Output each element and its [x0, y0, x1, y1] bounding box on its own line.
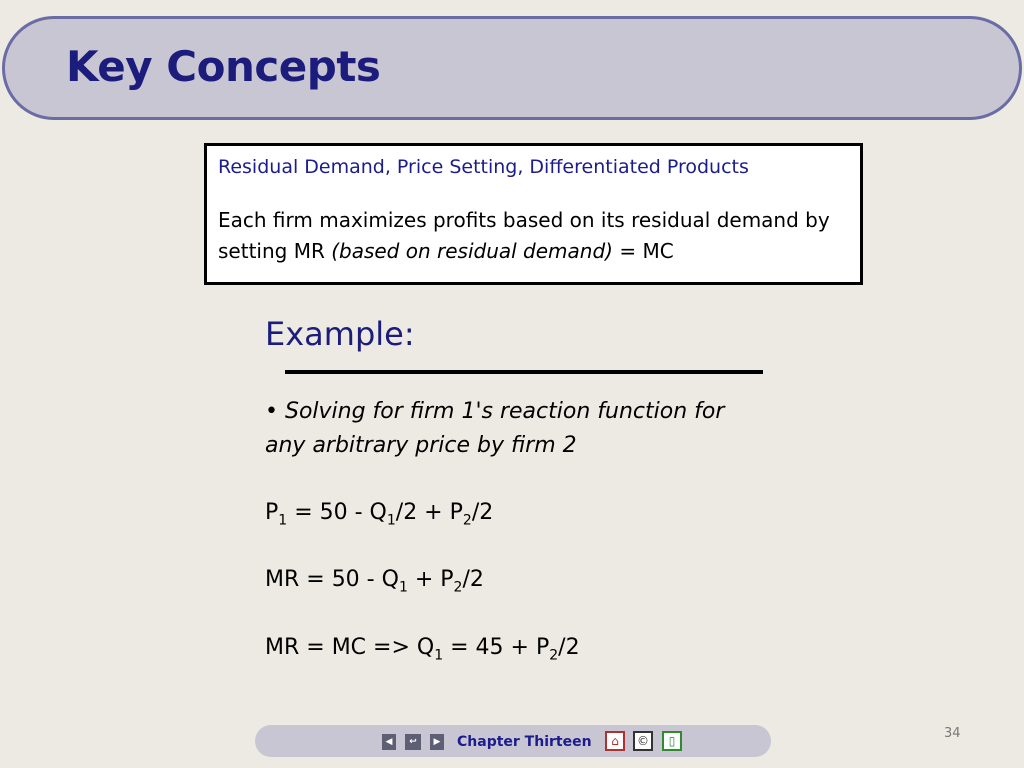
- bullet-mark: •: [265, 399, 278, 424]
- exit-door-icon[interactable]: ▯: [662, 731, 682, 751]
- example-title: Example:: [265, 315, 415, 353]
- eq1-part: /2: [471, 500, 494, 525]
- equation-2: [265, 567, 484, 595]
- eq2-part: /2: [462, 567, 484, 592]
- eq1-part: P: [265, 500, 279, 525]
- eq3-sub: 2: [549, 647, 559, 664]
- example-divider: [285, 370, 763, 374]
- concept-body-start: Each firm maximizes profits based on its residual demand by setting MR: [218, 208, 830, 263]
- equation-3: [265, 635, 580, 663]
- eq3-part: /2: [558, 635, 580, 660]
- eq2-sub: 2: [453, 579, 463, 596]
- concept-body-end: = MC: [612, 239, 674, 263]
- eq3-sub: 1: [434, 647, 444, 664]
- concept-body-italic: (based on residual demand): [331, 239, 613, 263]
- forward-arrow-icon[interactable]: ▶: [430, 734, 444, 750]
- eq1-part: = 50 - Q: [287, 500, 387, 525]
- eq3-part: = 45 + P: [443, 635, 550, 660]
- home-icon[interactable]: ⌂: [605, 731, 625, 751]
- eq1-part: /2 + P: [395, 500, 463, 525]
- eq2-part: MR = 50 - Q: [265, 567, 399, 592]
- eq2-part: + P: [407, 567, 454, 592]
- chapter-label: Chapter Thirteen: [457, 734, 592, 750]
- equation-1: [265, 500, 493, 528]
- copyright-icon[interactable]: ©: [633, 731, 653, 751]
- page-number: 34: [944, 726, 961, 741]
- eq1-sub: 2: [462, 512, 472, 529]
- eq1-sub: 1: [278, 512, 288, 529]
- eq2-sub: 1: [398, 579, 408, 596]
- eq1-sub: 1: [386, 512, 396, 529]
- example-bullet: [265, 395, 760, 463]
- return-icon[interactable]: ↩: [405, 734, 421, 750]
- concept-body: [218, 205, 850, 267]
- back-arrow-icon[interactable]: ◀: [382, 734, 396, 750]
- concept-heading: Residual Demand, Price Setting, Differentiated Products: [218, 156, 749, 178]
- key-concept-box: [204, 143, 863, 285]
- bullet-text: Solving for firm 1's reaction function for any arbitrary price by firm 2: [265, 399, 725, 458]
- eq3-part: MR = MC => Q: [265, 635, 435, 660]
- slide-title: Key Concepts: [66, 42, 381, 91]
